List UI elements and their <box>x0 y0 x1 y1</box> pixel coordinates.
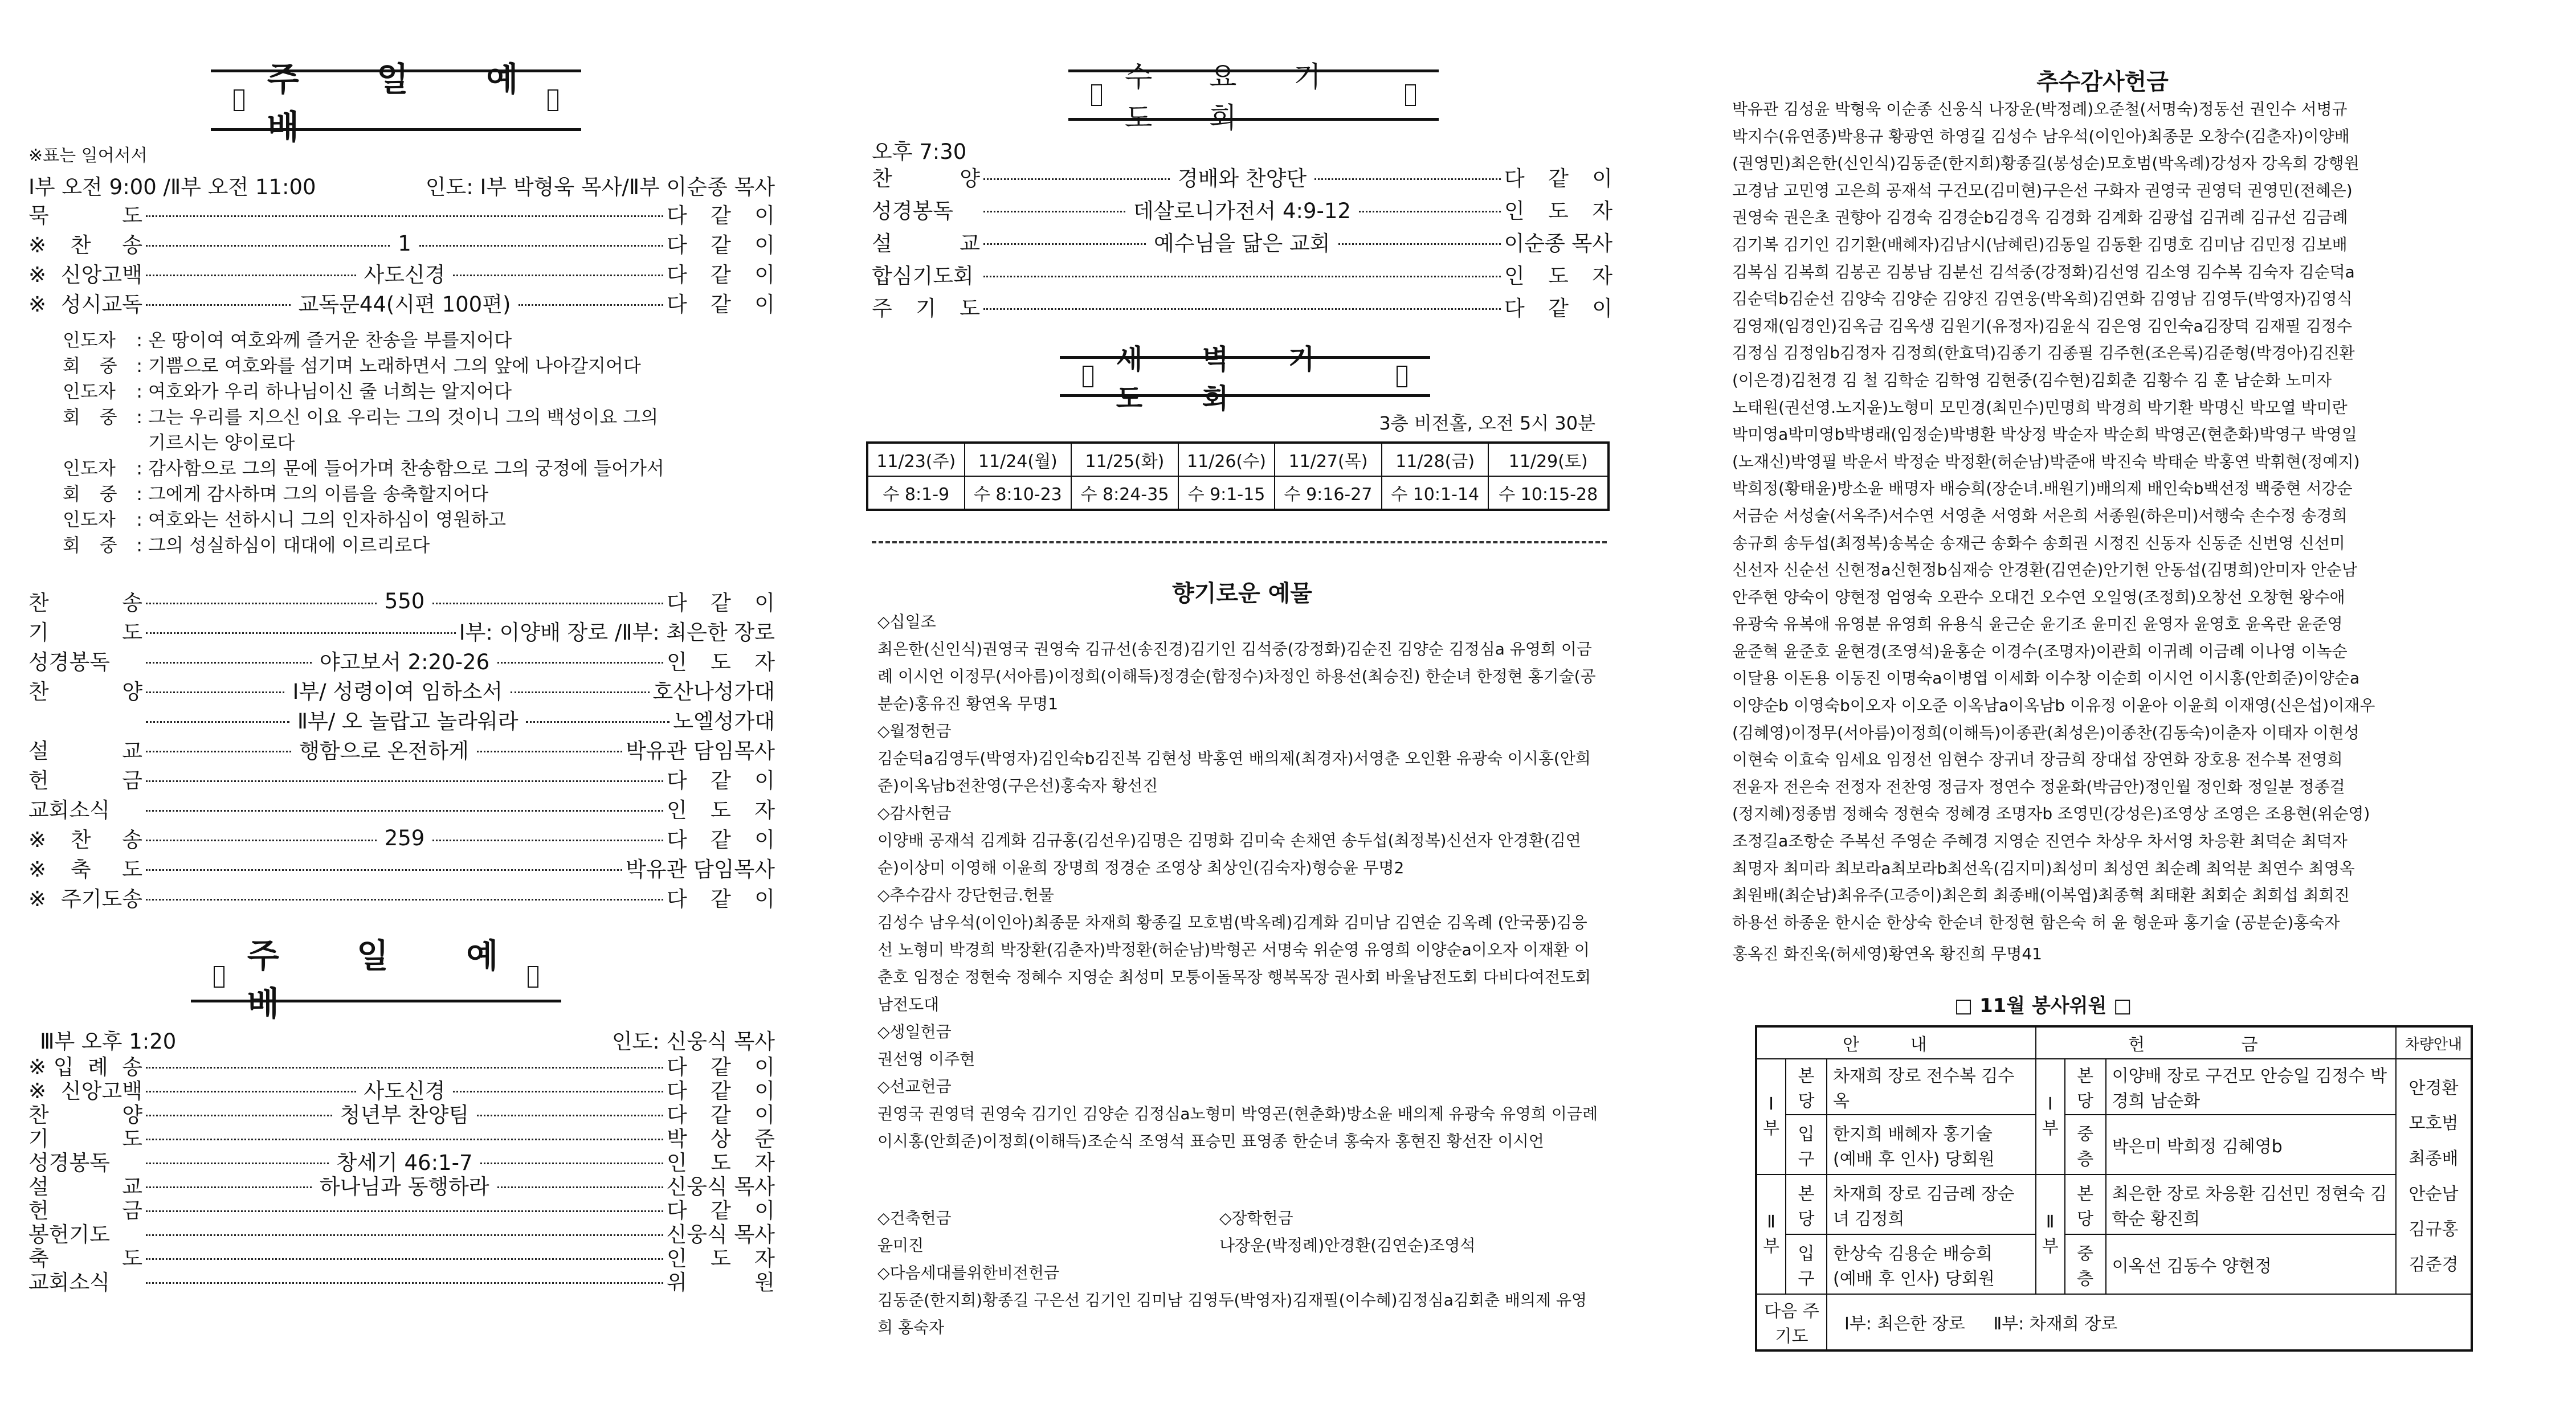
dawn-reading: 수 10:1-14 <box>1382 476 1489 510</box>
item-label: ※주기도송 <box>28 887 142 911</box>
leader-dots <box>146 810 663 812</box>
leader-dots <box>983 276 1501 277</box>
harvest-line: 박지수(유연종)박용규 황광연 하영길 김성수 남우석(이인아)최종문 오창수(김춘자)이양배 <box>1732 126 2350 146</box>
item-label: 묵 도 <box>28 203 142 228</box>
leader-dots <box>146 1115 332 1116</box>
square-icon <box>528 966 538 988</box>
offering-names: 최은한(신인식)권영국 권영숙 김규선(송진경)김기인 김석중(강정화)김순진 김양순 김정심a 유영희 이금례 이시언 이정무(서아름)이정희(이해득)정경순(함정수)차정인 하용선(최승진) 한순녀 한정현 홍기술(공분순)홍유진 황연옥 무명1 <box>877 640 1596 713</box>
harvest-line: 이양순b 이영숙b이오자 이오준 이옥남a이옥남b 이유정 이윤아 이윤희 이재영(신은섭)이재우 <box>1732 696 2375 715</box>
item-person: 다 같 이 <box>667 768 775 793</box>
leader-dots <box>146 691 284 693</box>
item-person: 인 도 자 <box>667 650 775 674</box>
item-person: 노엘성가대 <box>673 709 775 734</box>
harvest-line: 이현숙 이효숙 임세요 임정선 임현수 장귀녀 장금희 장대섭 장연화 장호용 전수복 전영희 <box>1732 750 2343 770</box>
leader-dots <box>453 275 663 276</box>
dawn-day: 11/23(주) <box>867 443 965 476</box>
leader-dots <box>983 243 1146 245</box>
item-person: 다 같 이 <box>1504 296 1612 321</box>
harvest-line: 박희정(황태윤)방소윤 배명자 배승희(장순녀.배원기)배의제 배인숙b백선정 백중현 서강순 <box>1732 479 2353 498</box>
item-label: 찬 송 <box>28 591 142 615</box>
leader-dots <box>983 308 1501 310</box>
vol-header-row: 안 내 헌 금 차량안내 <box>1756 1026 2472 1059</box>
harvest-line: 신선자 신순선 신현정a신현정b심재승 안경환(김연순)안기현 안동섭(김명희)안미자 안순남 <box>1732 560 2357 580</box>
worship-item <box>28 794 775 822</box>
harvest-title: 추수감사헌금 <box>2036 69 2169 95</box>
harvest-line: 윤준혁 윤준호 윤현경(조영석)윤홍순 이경수(조명자)이관희 이귀례 이금례 이나영 이녹순 <box>1732 641 2348 661</box>
harvest-line: 이달용 이돈용 이동진 이명숙a이병엽 이세화 이수창 이순희 이시언 이시홍(안희준)이양순a <box>1732 669 2360 688</box>
leader-dots <box>419 245 663 247</box>
item-label: ※성시교독 <box>28 292 142 317</box>
item-person: 인 도 자 <box>1504 264 1612 288</box>
parking-volunteer: 안경환 <box>2408 1078 2459 1098</box>
item-content: 사도신경 <box>364 263 446 287</box>
item-person: 다 같 이 <box>667 1079 775 1103</box>
dawn-days-row <box>867 443 1609 476</box>
item-content: 259 <box>384 825 425 850</box>
harvest-line: (정지혜)정종범 정해숙 정현숙 정혜경 조명자b 조영민(강성은)조영상 조영은 조용현(위순영) <box>1732 804 2370 824</box>
harvest-names <box>1732 96 2467 968</box>
item-content: 창세기 46:1-7 <box>336 1151 473 1175</box>
parking-guides <box>2396 1059 2472 1294</box>
worship-item <box>872 260 1612 288</box>
item-label: 헌 금 <box>28 1198 142 1223</box>
volunteers-title: □ 11월 봉사위원 □ <box>1954 994 2132 1017</box>
item-content: 550 <box>384 588 425 613</box>
item-person: 박유관 담임목사 <box>626 857 775 882</box>
item-person: 인 도 자 <box>667 1246 775 1271</box>
harvest-line: 최원배(최순남)최유주(고증이)최은희 최종배(이복엽)최종혁 최태환 최회순 최희섭 최희진 <box>1732 886 2350 905</box>
dawn-reading: 수 9:1-15 <box>1178 476 1275 510</box>
item-content: 데살로니가전서 4:9-12 <box>1133 199 1351 223</box>
parking-volunteer: 김규홍 <box>2408 1219 2459 1239</box>
item-label: 찬 양 <box>28 680 142 704</box>
leader-dots <box>146 1210 663 1212</box>
leader-dots <box>983 178 1170 180</box>
harvest-line: 김기복 김기인 김기환(배혜자)김남시(남혜린)김동일 김동환 김명호 김미남 김민정 김보배 <box>1732 235 2348 254</box>
dawn-reading: 수 8:10-23 <box>965 476 1072 510</box>
item-person: 신웅식 목사 <box>666 1222 775 1247</box>
item-label: 헌 금 <box>28 768 142 793</box>
leader-dots <box>146 603 377 604</box>
leader-dots <box>146 1067 663 1069</box>
responsive-line: 인도자 : 여호와가 우리 하나님이신 줄 너희는 알지어다 <box>63 380 512 402</box>
dawn-readings-row <box>867 476 1609 510</box>
dawn-day: 11/24(월) <box>965 443 1072 476</box>
leader-dots <box>453 1091 663 1092</box>
building-offering: ◇건축헌금 윤미진 <box>877 1209 952 1255</box>
vol-part2-main: Ⅱ부 본당 차재희 장로 김금례 장순녀 김정희 Ⅱ부 본당 최은한 장로 차응환 김선민 정현숙 김학순 황진희 <box>1756 1174 2472 1234</box>
leader-dots <box>146 751 291 752</box>
square-icon <box>1397 366 1407 387</box>
leader-dots <box>526 721 669 723</box>
leader-dots <box>146 721 289 723</box>
item-person: 다 같 이 <box>667 591 775 615</box>
item-label: 성경봉독 <box>872 199 953 223</box>
offerings-list <box>877 608 1601 1155</box>
leader-dots <box>146 632 456 634</box>
offering-names: 권선영 이주현 <box>877 1050 975 1069</box>
harvest-line: (김혜영)이정무(서아름)이정희(이해득)이종관(최성은)이종찬(김동숙)이춘자 이태자 이현성 <box>1732 723 2359 742</box>
harvest-line: 유광숙 유복애 유영분 유영희 유용식 윤근순 윤기조 윤미진 윤영자 윤영호 윤옥란 윤준영 <box>1732 615 2343 634</box>
item-person: 다 같 이 <box>1504 166 1612 191</box>
nextgen-offering: ◇다음세대를위한비전헌금 김동준(한지희)황종길 구은선 김기인 김미남 김영두(박영자)김재필(이수혜)김정심a김회춘 배의제 유영희 홍숙자 <box>877 1263 1587 1337</box>
worship-item <box>872 292 1612 321</box>
offering-category: ◇선교헌금 <box>877 1077 952 1096</box>
leader-dots <box>983 211 1125 212</box>
wednesday-time: 오후 7:30 <box>872 140 967 164</box>
responsive-line: 회 중 : 기쁨으로 여호와를 섬기며 노래하면서 그의 앞에 나아갈지어다 <box>63 355 641 376</box>
parking-volunteer: 모호범 <box>2408 1113 2459 1133</box>
item-person: 다 같 이 <box>667 203 775 228</box>
worship-item <box>28 229 775 257</box>
vol-part1-entry: 입구 한지희 배혜자 홍기술 (예배 후 인사) 당회원 중층 박은미 박희정 김혜영b <box>1756 1115 2472 1174</box>
worship-item <box>28 646 775 674</box>
item-label: 봉헌기도 <box>28 1222 110 1247</box>
standing-note: ※표는 일어서서 <box>28 146 148 166</box>
item-content: 사도신경 <box>364 1079 446 1103</box>
leader-dots <box>146 1139 663 1140</box>
dawn-day: 11/29(토) <box>1488 443 1609 476</box>
square-icon <box>1405 84 1416 106</box>
item-content: 예수님을 닮은 교회 <box>1154 231 1330 256</box>
harvest-line: 송규희 송두섭(최정복)송복순 송재근 송화수 송희권 시정진 신동자 신동준 신번영 신선미 <box>1732 533 2345 552</box>
harvest-line: 노태원(권선영.노지윤)노형미 모민경(최민수)민명희 박경희 박기환 박명신 박모열 박미란 <box>1732 398 2348 417</box>
leader-dots <box>146 245 390 247</box>
item-label: 합심기도회 <box>872 264 974 288</box>
worship-item <box>28 259 775 287</box>
item-person: 인 도 자 <box>667 1151 775 1175</box>
harvest-line: (권영민)최은한(신인식)김동준(한지희)황종길(봉성순)모호범(박옥례)강성자 강옥희 강행원 <box>1732 154 2359 173</box>
square-icon <box>548 89 558 111</box>
leader-dots <box>146 1186 312 1188</box>
harvest-line: 최명자 최미라 최보라a최보라b최선옥(김지미)최성미 최성연 최순례 최억분 최연수 최영옥 <box>1732 858 2355 878</box>
offering-category: ◇추수감사 강단헌금.헌물 <box>877 886 1054 905</box>
item-content: 청년부 찬양팀 <box>340 1103 470 1127</box>
item-content: 야고보서 2:20-26 <box>319 650 490 674</box>
item-label: ※찬 송 <box>28 828 142 852</box>
item-label: 교회소식 <box>28 1270 110 1295</box>
responsive-line: 회 중 : 그는 우리를 지으신 이요 우리는 그의 것이니 그의 백성이요 그의 <box>63 406 659 428</box>
item-person: 다 같 이 <box>667 828 775 852</box>
harvest-line: 홍옥진 화진욱(허세영)황연옥 황진희 무명41 <box>1732 944 2042 964</box>
item-content: 행함으로 온전하게 <box>299 739 469 763</box>
parking-volunteer: 최종배 <box>2408 1148 2459 1169</box>
item-person: 인 도 자 <box>667 798 775 822</box>
responsive-line: 회 중 : 그에게 감사하며 그의 이름을 송축할지어다 <box>63 483 489 505</box>
item-label: 성경봉독 <box>28 650 110 674</box>
worship-item <box>872 227 1612 256</box>
leader-dots <box>146 1258 663 1260</box>
square-icon <box>1091 84 1102 106</box>
harvest-line: 박유관 김성윤 박형욱 이순종 신웅식 나장운(박정례)오준철(서명숙)정동선 권인수 서병규 <box>1732 100 2348 118</box>
volunteers-table <box>1755 1025 2473 1352</box>
parking-volunteer: 김준경 <box>2408 1254 2459 1275</box>
item-content: Ⅰ부/ 성령이여 임하소서 <box>292 680 503 704</box>
item-person: 박 상 준 <box>667 1127 775 1151</box>
leader-dots <box>146 215 663 217</box>
worship-item <box>28 616 775 645</box>
harvest-line: 하용선 하종운 한시순 한상숙 한순녀 한정현 함은숙 허 윤 형운파 홍기술 (공분순)홍숙자 <box>1732 912 2340 932</box>
dawn-location: 3층 비전홀, 오전 5시 30분 <box>1379 412 1595 434</box>
scholarship-offering: ◇장학헌금 나장운(박정례)안경환(김연순)조영석 <box>1219 1209 1476 1255</box>
item-person: 다 같 이 <box>667 1103 775 1127</box>
worship-item <box>28 764 775 793</box>
leader-dots <box>146 1163 329 1164</box>
leader-dots <box>146 869 622 871</box>
dawn-title: 새 벽 기 도 회 <box>1060 356 1430 397</box>
harvest-line: (노재신)박영필 박운서 박정순 박정환(허순남)박준애 박진숙 박태순 박홍연 박휘현(정예지) <box>1732 452 2360 471</box>
sunday-am-title: 주 일 예 배 <box>211 69 581 131</box>
responsive-line: 기르시는 양이로다 <box>148 432 295 453</box>
leader-dots <box>477 751 622 752</box>
harvest-line: 권영숙 권은초 권향아 김경숙 김경순b김경옥 김경화 김계화 김광섭 김귀례 김규선 김금례 <box>1732 208 2348 227</box>
dawn-day: 11/28(금) <box>1382 443 1489 476</box>
item-label: 설 교 <box>872 231 980 256</box>
dawn-day: 11/26(수) <box>1178 443 1275 476</box>
item-person: 인 도 자 <box>1504 199 1612 223</box>
offering-names: 김성수 남우석(이인아)최종문 차재희 황종길 모호범(박옥례)김계화 김미남 김연순 김옥례 (안국풍)김응선 노형미 박경희 박장환(김춘자)박정환(허순남)박형곤 서명숙 위순영 유영희 이양순a이오자 이재환 이춘호 임정순 정현숙 정혜수 지영순 최성미 모퉁이돌목장 행복목장 권사회 바울남전도회 다비다여전도회 남전도대 <box>877 913 1591 1014</box>
responsive-line: 인도자 : 여호와는 선하시니 그의 인자하심이 영원하고 <box>63 509 507 530</box>
item-content: 교독문44(시편 100편) <box>298 292 511 317</box>
wednesday-title: 수 요 기 도 회 <box>1068 69 1439 121</box>
leader-dots <box>146 662 312 664</box>
leader-dots <box>497 662 663 664</box>
item-content: 하나님과 동행하라 <box>319 1174 489 1199</box>
dawn-schedule-table <box>866 441 1610 511</box>
item-person: Ⅰ부: 이양배 장로 /Ⅱ부: 최은한 장로 <box>459 620 775 645</box>
dawn-reading: 수 8:1-9 <box>867 476 965 510</box>
offering-names: 김순덕a김영두(박영자)김인숙b김진복 김현성 박홍연 배의제(최경자)서영춘 오인환 유광숙 이시홍(안희준)이옥남b전찬영(구은선)홍숙자 황선진 <box>877 749 1591 795</box>
harvest-line: 안주현 양숙이 양현정 엄영숙 오관수 오대건 오수연 오일영(조정희)오창선 오창현 왕수애 <box>1732 587 2345 607</box>
item-label: ※축 도 <box>28 857 142 882</box>
harvest-line: 전윤자 전은숙 전정자 전찬영 정금자 정연수 정윤화(박금안)정인월 정인화 정일분 정종걸 <box>1732 777 2345 796</box>
leader-dots <box>480 1163 663 1164</box>
leader-dots <box>511 691 649 693</box>
leader-dots <box>146 1091 356 1092</box>
divider <box>872 541 1607 543</box>
item-label: 설 교 <box>28 1174 142 1199</box>
worship-item <box>28 853 775 882</box>
worship-item <box>28 735 775 763</box>
item-person: 다 같 이 <box>667 263 775 287</box>
harvest-line: 서금순 서성술(서옥주)서수연 서영춘 서영화 서은희 서종원(하은미)서행숙 손수정 송경희 <box>1732 506 2348 525</box>
item-person: 다 같 이 <box>667 1198 775 1223</box>
leader-dots <box>146 304 291 306</box>
item-person: 박유관 담임목사 <box>626 739 775 763</box>
harvest-line: 김영재(임경인)김옥금 김옥생 김원기(유정자)김윤식 김은영 김인숙a김장덕 김재필 김정수 <box>1732 316 2352 335</box>
offering-category: ◇월정헌금 <box>877 722 952 740</box>
worship-item <box>28 705 775 734</box>
item-person: 다 같 이 <box>667 887 775 911</box>
pm-time-row: Ⅲ부 오후 1:20 인도: 신웅식 목사 <box>40 1029 775 1054</box>
item-label: 기 도 <box>28 620 142 645</box>
offering-category: ◇십일조 <box>877 612 936 631</box>
dawn-reading: 수 8:24-35 <box>1071 476 1178 510</box>
item-content: 경배와 찬양단 <box>1177 166 1307 191</box>
item-content: Ⅱ부/ 오 놀랍고 놀라워라 <box>297 709 519 734</box>
responsive-line: 인도자 : 온 땅이여 여호와께 즐거운 찬송을 부를지어다 <box>63 329 512 351</box>
leader-dots <box>1338 243 1501 245</box>
worship-item <box>872 162 1612 191</box>
responsive-line: 인도자 : 감사함으로 그의 문에 들어가며 찬송함으로 그의 궁정에 들어가서 <box>63 457 664 479</box>
worship-item <box>28 883 775 911</box>
square-icon <box>234 89 244 111</box>
leader-dots <box>146 840 377 841</box>
item-label: 찬 양 <box>872 166 980 191</box>
item-label: 주 기 도 <box>872 296 980 321</box>
worship-item <box>28 288 775 317</box>
item-person: 위 원 <box>667 1270 775 1295</box>
item-label: 교회소식 <box>28 798 110 822</box>
square-icon <box>214 966 224 988</box>
leader-dots <box>1314 178 1501 180</box>
item-label: 설 교 <box>28 739 142 763</box>
item-label: ※신앙고백 <box>28 263 142 287</box>
parking-volunteer: 안순남 <box>2408 1184 2459 1204</box>
leader-dots <box>497 1186 663 1188</box>
harvest-line: 박미영a박미영b박병래(임정순)박병환 박상정 박순자 박순희 박영곤(현춘화)박영구 박영일 <box>1732 425 2357 444</box>
offerings-title: 향기로운 예물 <box>1172 580 1312 607</box>
leader-dots <box>146 780 663 782</box>
harvest-line: 김정심 김정임b김정자 김정희(한효덕)김종기 김종필 김주현(조은록)김준형(박경아)김진환 <box>1732 343 2355 363</box>
next-week-prayer-row: 다음 주 기도 Ⅰ부: 최은한 장로 Ⅱ부: 차재희 장로 <box>1756 1294 2472 1350</box>
harvest-line: 김복심 김복희 김봉곤 김봉남 김분선 김석중(강정화)김선영 김소영 김수복 김숙자 김순덕a <box>1732 262 2355 281</box>
item-person: 신웅식 목사 <box>666 1174 775 1199</box>
offering-category: ◇감사헌금 <box>877 804 952 822</box>
item-label: 성경봉독 <box>28 1151 110 1175</box>
worship-item <box>872 195 1612 223</box>
worship-item <box>28 676 775 704</box>
dawn-day: 11/27(목) <box>1275 443 1382 476</box>
worship-item <box>28 199 775 228</box>
harvest-line: 조정길a조항순 주복선 주영순 주혜경 지영순 진연수 차상우 차서영 차응환 최덕순 최덕자 <box>1732 832 2348 851</box>
sunday-pm-title: 주 일 예 배 <box>191 954 561 1002</box>
dawn-day: 11/25(화) <box>1071 443 1178 476</box>
leader-dots <box>146 275 356 276</box>
item-person: 다 같 이 <box>667 292 775 317</box>
harvest-line: (이은경)김천경 김 철 김학순 김학영 김현중(김수현)김회춘 김황수 김 훈 남순화 노미자 <box>1732 370 2332 390</box>
item-label: 기 도 <box>28 1127 142 1151</box>
responsive-line: 회 중 : 그의 성실하심이 대대에 이르리로다 <box>63 534 430 556</box>
leader-dots <box>519 304 663 306</box>
item-label: 찬 양 <box>28 1103 142 1127</box>
offering-names: 권영국 권영덕 권영숙 김기인 김양순 김정심a노형미 박영곤(현춘화)방소윤 배의제 유광숙 유영희 이금례 이시홍(안희준)이정희(이해득)조순식 조영석 표승민 표영종 한순녀 홍숙자 홍현진 황선잔 이시언 <box>877 1104 1598 1151</box>
worship-item <box>28 824 775 852</box>
item-person: 다 같 이 <box>667 233 775 257</box>
harvest-line: 고경남 고민영 고은희 공재석 구건모(김미현)구은선 구화자 권영국 권영덕 권영민(전혜은) <box>1732 181 2353 200</box>
service-times-row: Ⅰ부 오전 9:00 /Ⅱ부 오전 11:00 인도: Ⅰ부 박형욱 목사/Ⅱ부 이순종 목사 <box>28 175 775 199</box>
leader-dots <box>146 899 663 901</box>
item-label: ※찬 송 <box>28 233 142 257</box>
worship-item <box>28 1266 775 1295</box>
vol-part1-main: Ⅰ부 본당 차재희 장로 전수복 김수옥 Ⅰ부 본당 이양배 장로 구건모 안승일 김정수 박경희 남순화 안경환 모호범 최종배 안순남 김규홍 김준경 <box>1756 1059 2472 1115</box>
square-icon <box>1083 366 1093 387</box>
item-content: 1 <box>398 231 411 256</box>
leader-dots <box>432 840 663 841</box>
leader-dots <box>146 1234 663 1236</box>
harvest-line: 김순덕b김순선 김양숙 김양순 김양진 김연웅(박옥희)김연화 김영남 김영두(박영자)김영식 <box>1732 289 2353 309</box>
item-person: 다 같 이 <box>667 1055 775 1079</box>
leader-dots <box>432 603 663 604</box>
dawn-reading: 수 9:16-27 <box>1275 476 1382 510</box>
worship-item <box>28 587 775 615</box>
item-label: ※신앙고백 <box>28 1079 142 1103</box>
leader-dots <box>477 1115 663 1116</box>
offering-names: 이양배 공재석 김계화 김규홍(김선우)김명은 김명화 김미숙 손채연 송두섭(최정복)신선자 안경환(김연순)이상미 이영해 이윤희 장명희 정경순 조영상 최상인(김숙자)형승윤 무명2 <box>877 831 1581 877</box>
item-person: 호산나성가대 <box>652 680 775 704</box>
leader-dots <box>146 1282 663 1284</box>
item-label: ※입 례 송 <box>28 1055 142 1079</box>
vol-part2-entry: 입구 한상숙 김용순 배승희 (예배 후 인사) 당회원 중층 이옥선 김동수 양현정 <box>1756 1234 2472 1294</box>
dawn-reading: 수 10:15-28 <box>1488 476 1609 510</box>
item-label: 축 도 <box>28 1246 142 1271</box>
item-person: 이순종 목사 <box>1504 231 1613 256</box>
offering-category: ◇생일헌금 <box>877 1022 952 1041</box>
leader-dots <box>1359 211 1501 212</box>
